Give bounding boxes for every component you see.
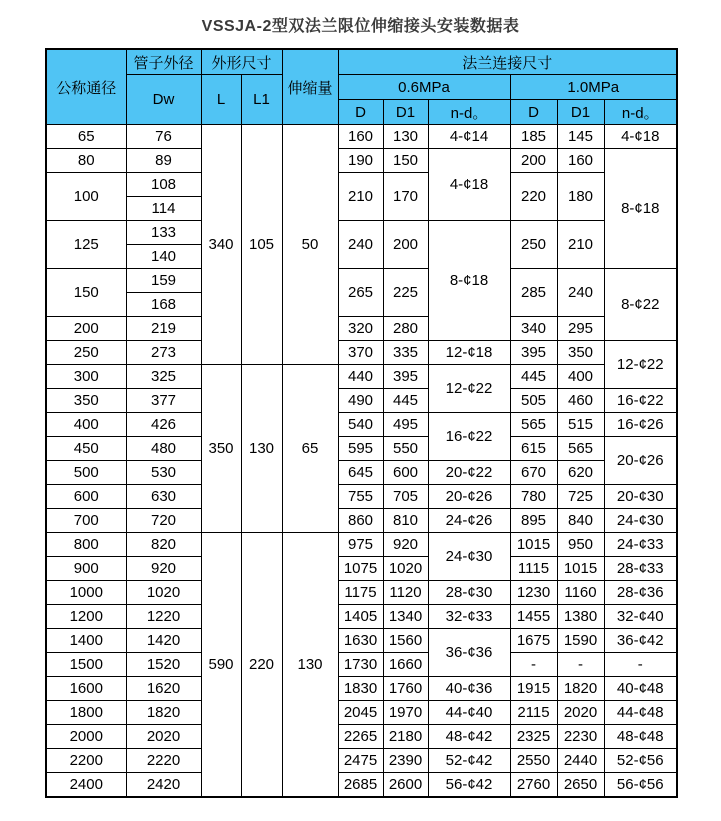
- table-cell: 450: [46, 437, 126, 461]
- table-cell: 220: [241, 533, 282, 798]
- table-cell: 600: [46, 485, 126, 509]
- table-cell: 1015: [510, 533, 557, 557]
- table-cell: 20-¢22: [428, 461, 510, 485]
- table-cell: 1500: [46, 653, 126, 677]
- table-cell: 273: [126, 341, 201, 365]
- table-cell: 1730: [338, 653, 383, 677]
- table-cell: 1760: [383, 677, 428, 701]
- col-header-nominal-diameter: 公称通径: [46, 49, 126, 125]
- table-cell: 2200: [46, 749, 126, 773]
- table-cell: 1915: [510, 677, 557, 701]
- table-cell: 2685: [338, 773, 383, 798]
- table-cell: 2045: [338, 701, 383, 725]
- table-cell: 65: [46, 125, 126, 149]
- table-row: [46, 581, 677, 605]
- col-header-d1-10: D1: [557, 100, 604, 125]
- table-cell: 620: [557, 461, 604, 485]
- table-cell: 16-¢22: [428, 413, 510, 461]
- table-cell: 108: [126, 173, 201, 197]
- table-row: [46, 173, 677, 197]
- table-cell: 36-¢36: [428, 629, 510, 677]
- table-cell: 895: [510, 509, 557, 533]
- table-cell: 350: [557, 341, 604, 365]
- table-cell: 320: [338, 317, 383, 341]
- table-row: [46, 629, 677, 653]
- table-cell: 1340: [383, 605, 428, 629]
- table-cell: 295: [557, 317, 604, 341]
- table-row: [46, 365, 677, 389]
- table-cell: -: [604, 653, 677, 677]
- table-cell: 89: [126, 149, 201, 173]
- table-cell: 2020: [557, 701, 604, 725]
- table-cell: 755: [338, 485, 383, 509]
- table-cell: 1660: [383, 653, 428, 677]
- table-cell: 1020: [383, 557, 428, 581]
- table-cell: 550: [383, 437, 428, 461]
- table-cell: 1400: [46, 629, 126, 653]
- table-header: [46, 49, 677, 125]
- table-cell: 150: [383, 149, 428, 173]
- table-cell: 4-¢18: [428, 149, 510, 221]
- table-cell: 1230: [510, 581, 557, 605]
- table-cell: 50: [282, 125, 338, 365]
- table-cell: 1560: [383, 629, 428, 653]
- table-cell: 265: [338, 269, 383, 317]
- table-cell: 8-¢18: [604, 149, 677, 269]
- table-cell: 220: [510, 173, 557, 221]
- table-cell: 1220: [126, 605, 201, 629]
- table-cell: 1820: [557, 677, 604, 701]
- table-cell: 2600: [383, 773, 428, 798]
- col-header-l: L: [201, 75, 241, 125]
- table-cell: 565: [557, 437, 604, 461]
- table-cell: 490: [338, 389, 383, 413]
- table-row: [46, 677, 677, 701]
- table-cell: 105: [241, 125, 282, 365]
- table-cell: 24-¢33: [604, 533, 677, 557]
- table-cell: 340: [201, 125, 241, 365]
- table-cell: 590: [201, 533, 241, 798]
- table-cell: 8-¢22: [604, 269, 677, 341]
- table-cell: 210: [338, 173, 383, 221]
- table-row: [46, 389, 677, 413]
- table-cell: 2180: [383, 725, 428, 749]
- table-cell: 160: [557, 149, 604, 173]
- table-cell: 400: [557, 365, 604, 389]
- table-cell: 1200: [46, 605, 126, 629]
- table-cell: 1000: [46, 581, 126, 605]
- col-header-expansion: 伸缩量: [282, 49, 338, 125]
- table-cell: 2230: [557, 725, 604, 749]
- table-cell: 505: [510, 389, 557, 413]
- table-cell: 2440: [557, 749, 604, 773]
- table-cell: 56-¢42: [428, 773, 510, 798]
- table-row: [46, 653, 677, 677]
- table-cell: 440: [338, 365, 383, 389]
- table-cell: 1675: [510, 629, 557, 653]
- table-cell: 630: [126, 485, 201, 509]
- table-cell: 400: [46, 413, 126, 437]
- table-cell: 2220: [126, 749, 201, 773]
- table-cell: 950: [557, 533, 604, 557]
- table-cell: 2265: [338, 725, 383, 749]
- table-row: [46, 557, 677, 581]
- table-row: [46, 437, 677, 461]
- table-row: [46, 533, 677, 557]
- table-cell: 595: [338, 437, 383, 461]
- table-cell: 1520: [126, 653, 201, 677]
- table-cell: 1160: [557, 581, 604, 605]
- table-cell: -: [557, 653, 604, 677]
- table-cell: 1020: [126, 581, 201, 605]
- table-cell: 780: [510, 485, 557, 509]
- table-cell: 159: [126, 269, 201, 293]
- table-cell: 860: [338, 509, 383, 533]
- table-cell: 377: [126, 389, 201, 413]
- table-cell: 280: [383, 317, 428, 341]
- table-cell: 44-¢48: [604, 701, 677, 725]
- table-cell: 1600: [46, 677, 126, 701]
- table-cell: 1115: [510, 557, 557, 581]
- table-cell: 725: [557, 485, 604, 509]
- table-cell: 76: [126, 125, 201, 149]
- col-header-l1: L1: [241, 75, 282, 125]
- table-cell: 515: [557, 413, 604, 437]
- table-row: [46, 413, 677, 437]
- table-cell: 395: [510, 341, 557, 365]
- table-body: [46, 125, 677, 798]
- table-cell: 1175: [338, 581, 383, 605]
- table-row: [46, 149, 677, 173]
- table-cell: 285: [510, 269, 557, 317]
- table-cell: 32-¢33: [428, 605, 510, 629]
- col-header-outline-dims: 外形尺寸: [201, 49, 282, 75]
- table-cell: 4-¢18: [604, 125, 677, 149]
- table-cell: 615: [510, 437, 557, 461]
- col-header-nd-06: n-d。: [428, 100, 510, 125]
- table-cell: 645: [338, 461, 383, 485]
- table-cell: 12-¢22: [428, 365, 510, 413]
- table-cell: 28-¢30: [428, 581, 510, 605]
- table-row: [46, 605, 677, 629]
- table-cell: 350: [46, 389, 126, 413]
- table-cell: 460: [557, 389, 604, 413]
- table-cell: 700: [46, 509, 126, 533]
- table-cell: 495: [383, 413, 428, 437]
- table-cell: 2325: [510, 725, 557, 749]
- table-cell: 600: [383, 461, 428, 485]
- table-cell: 210: [557, 221, 604, 269]
- table-cell: 114: [126, 197, 201, 221]
- table-cell: 1830: [338, 677, 383, 701]
- table-cell: 1075: [338, 557, 383, 581]
- table-cell: 52-¢56: [604, 749, 677, 773]
- table-cell: 670: [510, 461, 557, 485]
- table-cell: 225: [383, 269, 428, 317]
- table-cell: 4-¢14: [428, 125, 510, 149]
- table-cell: 975: [338, 533, 383, 557]
- table-cell: 1630: [338, 629, 383, 653]
- table-cell: 2020: [126, 725, 201, 749]
- table-cell: 840: [557, 509, 604, 533]
- table-cell: 300: [46, 365, 126, 389]
- table-cell: 52-¢42: [428, 749, 510, 773]
- table-cell: 920: [383, 533, 428, 557]
- table-cell: 1820: [126, 701, 201, 725]
- table-cell: 335: [383, 341, 428, 365]
- table-cell: 1420: [126, 629, 201, 653]
- table-cell: 160: [338, 125, 383, 149]
- col-header-d-06: D: [338, 100, 383, 125]
- table-cell: 133: [126, 221, 201, 245]
- table-row: [46, 773, 677, 798]
- table-cell: 16-¢26: [604, 413, 677, 437]
- table-cell: 48-¢48: [604, 725, 677, 749]
- table-cell: 1620: [126, 677, 201, 701]
- col-header-flange-conn: 法兰连接尺寸: [338, 49, 677, 75]
- table-cell: 540: [338, 413, 383, 437]
- table-cell: 16-¢22: [604, 389, 677, 413]
- table-cell: 900: [46, 557, 126, 581]
- table-cell: 20-¢26: [428, 485, 510, 509]
- table-cell: 240: [557, 269, 604, 317]
- table-row: [46, 317, 677, 341]
- col-header-nd-10: n-d。: [604, 100, 677, 125]
- table-cell: 20-¢26: [604, 437, 677, 485]
- table-cell: 36-¢42: [604, 629, 677, 653]
- table-cell: 2400: [46, 773, 126, 798]
- col-header-pipe-od: 管子外径: [126, 49, 201, 75]
- table-cell: 100: [46, 173, 126, 221]
- table-cell: 1120: [383, 581, 428, 605]
- table-cell: 500: [46, 461, 126, 485]
- table-cell: 2550: [510, 749, 557, 773]
- table-cell: 80: [46, 149, 126, 173]
- table-cell: 1590: [557, 629, 604, 653]
- table-cell: 180: [557, 173, 604, 221]
- table-cell: 40-¢36: [428, 677, 510, 701]
- col-header-d-10: D: [510, 100, 557, 125]
- table-cell: 56-¢56: [604, 773, 677, 798]
- table-cell: 185: [510, 125, 557, 149]
- table-cell: 125: [46, 221, 126, 269]
- table-cell: 810: [383, 509, 428, 533]
- table-cell: 820: [126, 533, 201, 557]
- table-cell: 130: [282, 533, 338, 798]
- table-cell: 370: [338, 341, 383, 365]
- table-cell: 395: [383, 365, 428, 389]
- table-cell: 705: [383, 485, 428, 509]
- table-cell: 130: [383, 125, 428, 149]
- data-table: [45, 48, 678, 798]
- table-cell: 250: [46, 341, 126, 365]
- table-cell: 1455: [510, 605, 557, 629]
- table-cell: 28-¢33: [604, 557, 677, 581]
- page-title: VSSJA-2型双法兰限位伸缩接头安装数据表: [201, 18, 520, 35]
- table-cell: 44-¢40: [428, 701, 510, 725]
- table-cell: 565: [510, 413, 557, 437]
- table-cell: 340: [510, 317, 557, 341]
- table-cell: 170: [383, 173, 428, 221]
- table-cell: 20-¢30: [604, 485, 677, 509]
- table-cell: 12-¢18: [428, 341, 510, 365]
- table-cell: 24-¢30: [428, 533, 510, 581]
- table-cell: 200: [383, 221, 428, 269]
- table-row: [46, 749, 677, 773]
- table-cell: 1970: [383, 701, 428, 725]
- table-cell: 350: [201, 365, 241, 533]
- table-cell: 12-¢22: [604, 341, 677, 389]
- table-cell: 219: [126, 317, 201, 341]
- table-cell: 920: [126, 557, 201, 581]
- table-cell: 200: [46, 317, 126, 341]
- table-cell: 2000: [46, 725, 126, 749]
- table-cell: 250: [510, 221, 557, 269]
- table-cell: 24-¢30: [604, 509, 677, 533]
- col-header-06mpa: 0.6MPa: [338, 75, 510, 100]
- table-row: [46, 461, 677, 485]
- table-cell: 240: [338, 221, 383, 269]
- table-cell: 325: [126, 365, 201, 389]
- table-row: [46, 701, 677, 725]
- header-row-1: [46, 49, 677, 75]
- table-row: [46, 485, 677, 509]
- table-cell: 720: [126, 509, 201, 533]
- table-cell: 130: [241, 365, 282, 533]
- table-cell: 1380: [557, 605, 604, 629]
- table-cell: 800: [46, 533, 126, 557]
- table-cell: 40-¢48: [604, 677, 677, 701]
- table-cell: 426: [126, 413, 201, 437]
- col-header-10mpa: 1.0MPa: [510, 75, 677, 100]
- table-row: [46, 509, 677, 533]
- table-row: [46, 125, 677, 149]
- table-cell: 200: [510, 149, 557, 173]
- table-cell: 2115: [510, 701, 557, 725]
- table-cell: 24-¢26: [428, 509, 510, 533]
- table-cell: 445: [383, 389, 428, 413]
- table-cell: 8-¢18: [428, 221, 510, 341]
- table-cell: 480: [126, 437, 201, 461]
- table-row: [46, 725, 677, 749]
- table-cell: 190: [338, 149, 383, 173]
- table-cell: 1015: [557, 557, 604, 581]
- table-cell: 150: [46, 269, 126, 317]
- table-cell: 28-¢36: [604, 581, 677, 605]
- table-cell: 145: [557, 125, 604, 149]
- table-row: [46, 221, 677, 245]
- table-cell: 48-¢42: [428, 725, 510, 749]
- table-cell: 2390: [383, 749, 428, 773]
- table-cell: 2650: [557, 773, 604, 798]
- table-cell: 140: [126, 245, 201, 269]
- table-cell: 2420: [126, 773, 201, 798]
- table-cell: 32-¢40: [604, 605, 677, 629]
- table-row: [46, 269, 677, 293]
- table-cell: -: [510, 653, 557, 677]
- table-cell: 2475: [338, 749, 383, 773]
- col-header-d1-06: D1: [383, 100, 428, 125]
- header-row-2: [46, 75, 677, 100]
- table-cell: 1405: [338, 605, 383, 629]
- col-header-dw: Dw: [126, 75, 201, 125]
- table-cell: 530: [126, 461, 201, 485]
- table-cell: 1800: [46, 701, 126, 725]
- table-cell: 168: [126, 293, 201, 317]
- table-cell: 2760: [510, 773, 557, 798]
- table-row: [46, 341, 677, 365]
- table-cell: 445: [510, 365, 557, 389]
- table-cell: 65: [282, 365, 338, 533]
